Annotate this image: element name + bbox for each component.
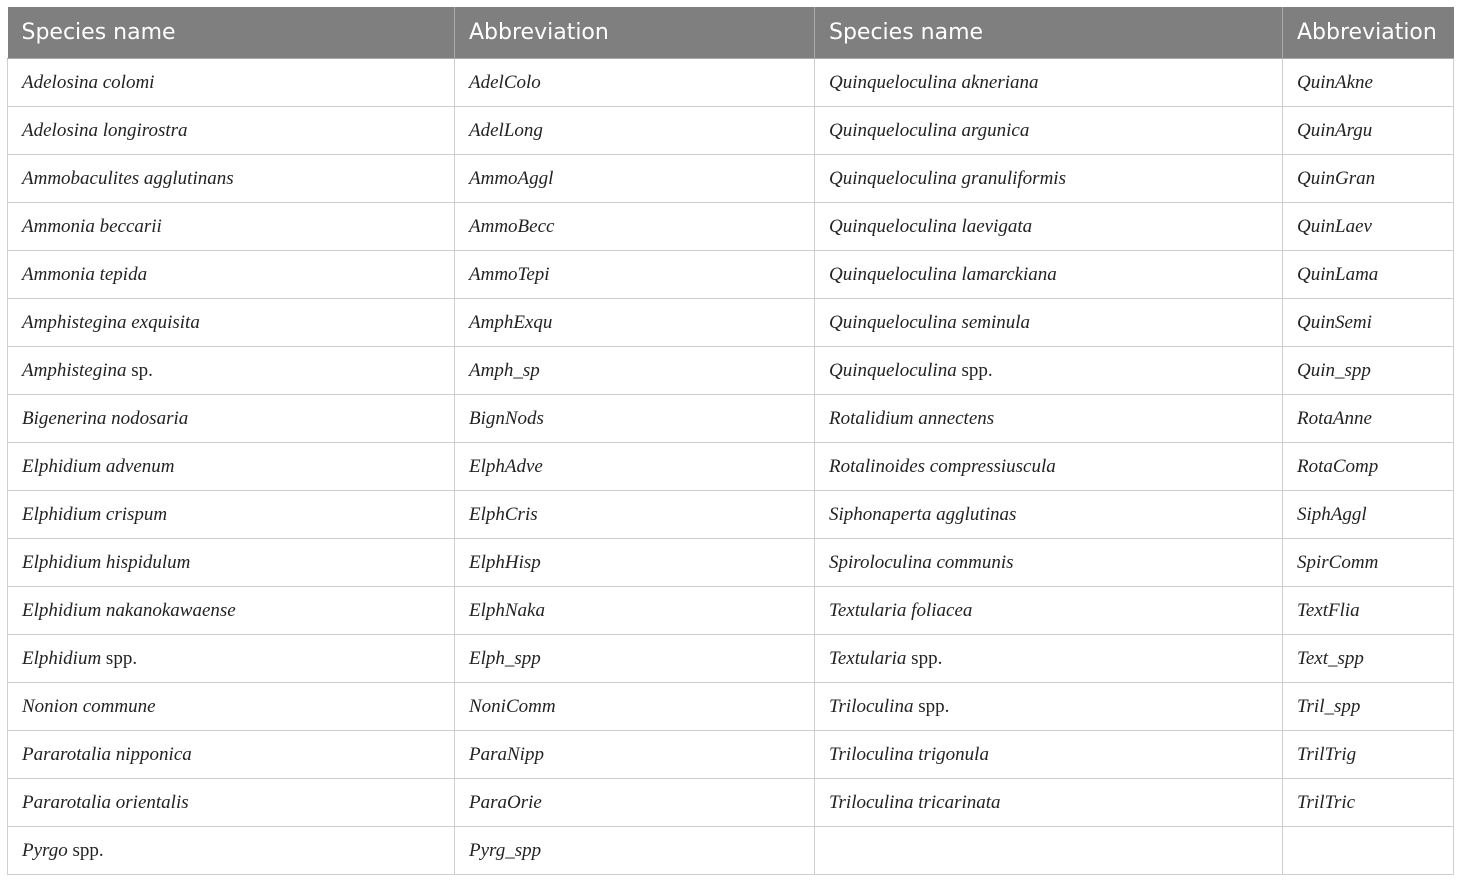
left-species-suffix: spp. (101, 647, 138, 669)
left-abbreviation-cell: ElphAdve (455, 443, 815, 491)
right-abbreviation-cell: TrilTrig (1283, 731, 1454, 779)
left-abbreviation-cell: ElphCris (455, 491, 815, 539)
right-abbreviation-cell: Quin_spp (1283, 347, 1454, 395)
header-species-name-right: Species name (815, 7, 1283, 59)
right-species-name-cell (815, 251, 1283, 299)
left-species-name-cell (8, 155, 455, 203)
right-species-name-cell (815, 59, 1283, 107)
left-species-genus: Ammobaculites agglutinans (22, 167, 234, 189)
table-row (8, 539, 1454, 587)
right-abbreviation-cell: SiphAggl (1283, 491, 1454, 539)
right-species-name-cell (815, 347, 1283, 395)
left-species-name-cell (8, 587, 455, 635)
right-species-name-cell (815, 443, 1283, 491)
right-abbreviation-cell: RotaAnne (1283, 395, 1454, 443)
left-species-name-cell (8, 347, 455, 395)
left-abbreviation-cell: NoniComm (455, 683, 815, 731)
table-row (8, 107, 1454, 155)
right-abbreviation-cell: Tril_spp (1283, 683, 1454, 731)
right-species-suffix: spp. (906, 647, 943, 669)
left-species-suffix: spp. (67, 839, 104, 861)
right-species-genus: Quinqueloculina seminula (829, 311, 1031, 333)
right-abbreviation-cell: QuinLaev (1283, 203, 1454, 251)
right-species-name-cell (815, 491, 1283, 539)
species-table-container (7, 7, 1453, 875)
left-species-genus: Amphistegina exquisita (22, 311, 200, 333)
right-abbreviation-cell (1283, 827, 1454, 875)
right-abbreviation-cell: TrilTric (1283, 779, 1454, 827)
left-abbreviation-cell: ParaNipp (455, 731, 815, 779)
left-abbreviation-cell: AmmoTepi (455, 251, 815, 299)
right-abbreviation-cell: Text_spp (1283, 635, 1454, 683)
left-species-genus: Elphidium nakanokawaense (22, 599, 236, 621)
left-species-genus: Pararotalia nipponica (22, 743, 192, 765)
right-species-genus: Quinqueloculina (829, 359, 957, 381)
left-abbreviation-cell: Elph_spp (455, 635, 815, 683)
left-species-genus: Pyrgo (22, 839, 68, 861)
left-species-name-cell (8, 203, 455, 251)
table-row (8, 635, 1454, 683)
table-row (8, 251, 1454, 299)
table-row (8, 731, 1454, 779)
left-species-name-cell (8, 299, 455, 347)
right-abbreviation-cell: QuinAkne (1283, 59, 1454, 107)
left-species-genus: Pararotalia orientalis (22, 791, 189, 813)
header-species-name-left: Species name (8, 7, 455, 59)
right-species-genus: Quinqueloculina laevigata (829, 215, 1033, 237)
left-species-genus: Amphistegina (22, 359, 127, 381)
right-species-genus: Quinqueloculina argunica (829, 119, 1030, 141)
right-species-name-cell (815, 539, 1283, 587)
left-species-name-cell (8, 779, 455, 827)
right-species-name-cell (815, 395, 1283, 443)
right-species-name-cell (815, 587, 1283, 635)
right-species-genus: Textularia (829, 647, 907, 669)
right-species-name-cell (815, 683, 1283, 731)
right-species-name-cell (815, 731, 1283, 779)
table-row (8, 203, 1454, 251)
right-species-suffix: spp. (956, 359, 993, 381)
left-species-genus: Elphidium crispum (22, 503, 168, 525)
right-species-genus: Rotalidium annectens (829, 407, 995, 429)
left-abbreviation-cell: ElphNaka (455, 587, 815, 635)
table-row (8, 155, 1454, 203)
table-row (8, 299, 1454, 347)
right-species-name-cell (815, 203, 1283, 251)
right-species-name-cell (815, 107, 1283, 155)
left-species-genus: Ammonia tepida (22, 263, 148, 285)
table-row (8, 683, 1454, 731)
left-species-name-cell (8, 491, 455, 539)
right-species-genus: Siphonaperta agglutinas (829, 503, 1017, 525)
right-species-genus: Textularia foliacea (829, 599, 973, 621)
table-header-row (8, 7, 1454, 59)
left-species-name-cell (8, 827, 455, 875)
table-body (8, 59, 1454, 875)
header-abbreviation-left: Abbreviation (455, 7, 815, 59)
right-species-name-cell (815, 299, 1283, 347)
table-row (8, 347, 1454, 395)
left-species-name-cell (8, 539, 455, 587)
right-abbreviation-cell: RotaComp (1283, 443, 1454, 491)
left-species-genus: Elphidium hispidulum (22, 551, 191, 573)
table-row (8, 59, 1454, 107)
left-species-suffix: sp. (126, 359, 153, 381)
right-species-genus: Rotalinoides compressiuscula (829, 455, 1056, 477)
right-species-genus: Quinqueloculina akneriana (829, 71, 1039, 93)
left-abbreviation-cell: ElphHisp (455, 539, 815, 587)
right-species-name-cell (815, 155, 1283, 203)
left-abbreviation-cell: Amph_sp (455, 347, 815, 395)
left-species-name-cell (8, 251, 455, 299)
left-species-name-cell (8, 107, 455, 155)
left-species-genus: Ammonia beccarii (22, 215, 162, 237)
left-species-name-cell (8, 395, 455, 443)
header-abbreviation-right: Abbreviation (1283, 7, 1454, 59)
left-species-name-cell (8, 443, 455, 491)
left-species-name-cell (8, 59, 455, 107)
table-row (8, 827, 1454, 875)
left-abbreviation-cell: AmmoAggl (455, 155, 815, 203)
right-species-suffix: spp. (913, 695, 950, 717)
table-row (8, 587, 1454, 635)
left-species-name-cell (8, 731, 455, 779)
left-species-genus: Adelosina longirostra (22, 119, 188, 141)
species-abbreviation-table (7, 7, 1454, 875)
left-abbreviation-cell: AdelColo (455, 59, 815, 107)
right-abbreviation-cell: QuinSemi (1283, 299, 1454, 347)
right-species-genus: Triloculina tricarinata (829, 791, 1001, 813)
left-species-genus: Nonion commune (22, 695, 156, 717)
left-species-genus: Elphidium advenum (22, 455, 175, 477)
right-species-genus: Triloculina trigonula (829, 743, 989, 765)
right-species-name-cell (815, 635, 1283, 683)
left-species-genus: Elphidium (22, 647, 102, 669)
right-abbreviation-cell: QuinArgu (1283, 107, 1454, 155)
table-row (8, 395, 1454, 443)
left-abbreviation-cell: AmmoBecc (455, 203, 815, 251)
right-species-name-cell (815, 779, 1283, 827)
right-species-name-cell (815, 827, 1283, 875)
left-abbreviation-cell: BignNods (455, 395, 815, 443)
left-abbreviation-cell: AdelLong (455, 107, 815, 155)
table-row (8, 443, 1454, 491)
left-abbreviation-cell: AmphExqu (455, 299, 815, 347)
right-abbreviation-cell: QuinLama (1283, 251, 1454, 299)
left-abbreviation-cell: ParaOrie (455, 779, 815, 827)
right-abbreviation-cell: SpirComm (1283, 539, 1454, 587)
left-abbreviation-cell: Pyrg_spp (455, 827, 815, 875)
left-species-name-cell (8, 635, 455, 683)
right-species-genus: Quinqueloculina granuliformis (829, 167, 1066, 189)
right-species-genus: Spiroloculina communis (829, 551, 1014, 573)
table-row (8, 491, 1454, 539)
left-species-genus: Bigenerina nodosaria (22, 407, 189, 429)
left-species-name-cell (8, 683, 455, 731)
table-row (8, 779, 1454, 827)
right-species-genus: Triloculina (829, 695, 914, 717)
right-abbreviation-cell: TextFlia (1283, 587, 1454, 635)
left-species-genus: Adelosina colomi (22, 71, 155, 93)
right-species-genus: Quinqueloculina lamarckiana (829, 263, 1057, 285)
right-abbreviation-cell: QuinGran (1283, 155, 1454, 203)
